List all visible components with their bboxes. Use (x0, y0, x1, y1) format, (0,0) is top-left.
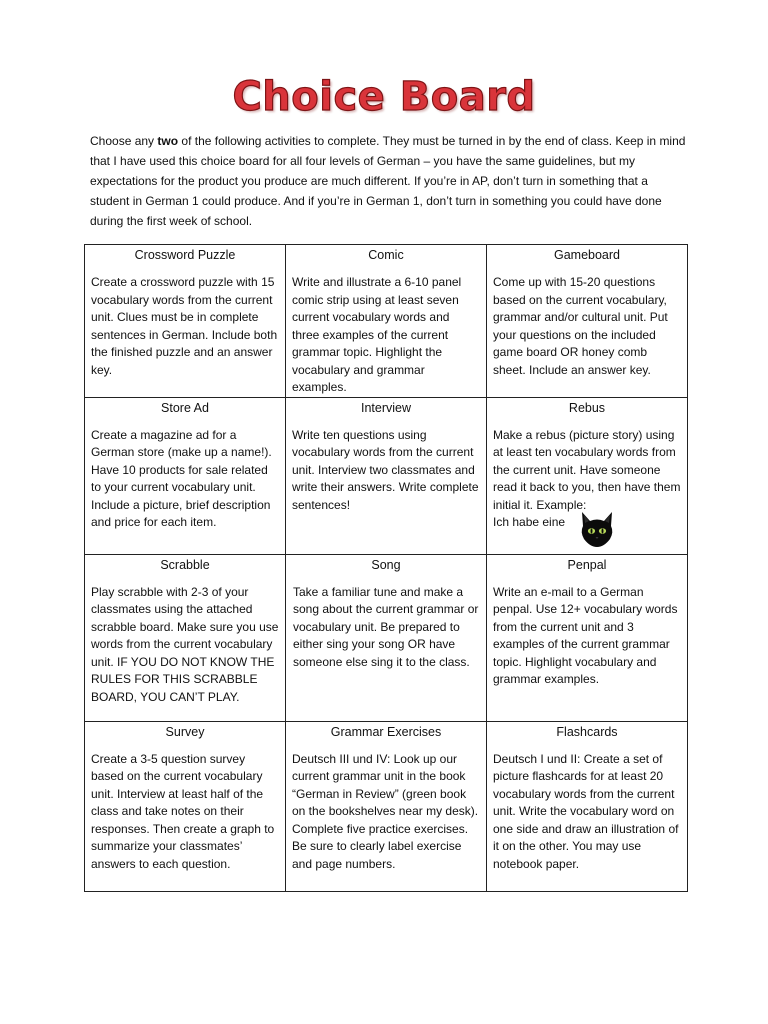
choice-title: Interview (360, 400, 412, 415)
choice-title: Penpal (567, 557, 607, 572)
choice-description: Write an e-mail to a German penpal. Use 12+ vocabulary words from the current unit and 3 examples of the current grammar topic. Highlight vocabulary and grammar examples. (493, 584, 678, 686)
choice-description: Write ten questions using vocabulary words from the current unit. Interview two classmates and write their answers. Write complete sentences! (292, 427, 479, 512)
choice-board-table (84, 244, 688, 892)
choice-title: Song (371, 557, 401, 572)
choice-title: Grammar Exercises (330, 724, 442, 739)
instructions-paragraph (90, 131, 686, 231)
choice-cell-rebus (487, 397, 688, 554)
choice-title: Scrabble (160, 557, 210, 572)
choice-title: Gameboard (553, 248, 620, 262)
choice-title: Flashcards (556, 724, 618, 739)
rebus-instructions: Make a rebus (picture story) using at least ten vocabulary words from the current unit. Have someone read it back to you, then have them initial it. Example: (493, 427, 681, 512)
instructions-emphasis: two (157, 134, 179, 148)
choice-title: Rebus (568, 400, 606, 415)
choice-title: Store Ad (161, 400, 209, 415)
choice-cell-penpal (487, 554, 688, 721)
choice-cell-flashcards (487, 721, 688, 891)
choice-description: Create a 3-5 question survey based on the current vocabulary unit. Interview at least half of the class and take notes on their responses. Then create a graph to summarize your classmates’ answers to each question. (91, 751, 275, 871)
choice-cell-interview (286, 397, 487, 554)
board-row (85, 554, 688, 721)
black-cat-icon (579, 510, 615, 548)
choice-cell-scrabble (85, 554, 286, 721)
board-row (85, 721, 688, 891)
choice-title: Survey (165, 724, 205, 739)
choice-description: Play scrabble with 2-3 of your classmates using the attached scrabble board. Make sure you use words from the current vocabulary unit. IF YOU DO NOT KNOW THE RULES FOR THIS SCRABBLE BOARD, YOU CAN’T PLAY. (91, 584, 279, 704)
choice-description: Take a familiar tune and make a song about the current grammar or vocabulary unit. Be prepared to either sing your song OR have someone else sing it to the class. (293, 584, 479, 669)
choice-description: Write and illustrate a 6-10 panel comic strip using at least seven current vocabulary words and three examples of the current grammar topic. Highlight the vocabulary and grammar examples. (292, 275, 462, 394)
instructions-text: of the following activities to complete. They must be turned in by the end of class. Keep in mind that I have used this choice board for all four levels of German – you have the same guidelines, but my expectations for the product you produce are much different. If you’re in AP, don’t turn in something that a student in German 1 could produce. And if you’re in German 1, don’t turn in something you could have done during the first week of school. (90, 134, 686, 228)
choice-description: Create a magazine ad for a German store (make up a name!). Have 10 products for sale related to your current vocabulary unit. Include a picture, brief description and price for each item. (91, 427, 272, 529)
choice-title: Crossword Puzzle (134, 248, 236, 262)
choice-description: Deutsch III und IV: Look up our current grammar unit in the book “German in Review” (green book on the bookshelves near my desk). Complete five practice exercises. Be sure to clearly label exercise and page numbers. (292, 751, 479, 871)
board-row (85, 397, 688, 554)
board-row (85, 245, 688, 398)
choice-cell-survey (85, 721, 286, 891)
rebus-example-text: Ich habe eine (493, 515, 566, 529)
instructions-lead: Choose any (90, 134, 158, 148)
choice-cell-crossword (85, 245, 286, 398)
rebus-cell-content (487, 398, 687, 554)
choice-cell-song (286, 554, 487, 721)
choice-cell-gameboard (487, 245, 688, 398)
choice-cell-store-ad (85, 397, 286, 554)
choice-description: Come up with 15-20 questions based on the current vocabulary, grammar and/or cultural unit. Put your questions on the included game board OR honey comb sheet. Include an answer key. (493, 275, 668, 377)
choice-cell-comic (286, 245, 487, 398)
choice-cell-grammar-exercises (286, 721, 487, 891)
choice-title: Comic (368, 248, 404, 262)
page-title: Choice Board (232, 74, 536, 120)
choice-description: Create a crossword puzzle with 15 vocabulary words from the current unit. Clues must be in complete sentences in German. Include both the finished puzzle and an answer key. (91, 275, 278, 377)
choice-description: Deutsch I und II: Create a set of picture flashcards for at least 20 vocabulary words from the current unit. Write the vocabulary word on one side and draw an illustration of it on the other. You may use notebook paper. (493, 751, 679, 871)
